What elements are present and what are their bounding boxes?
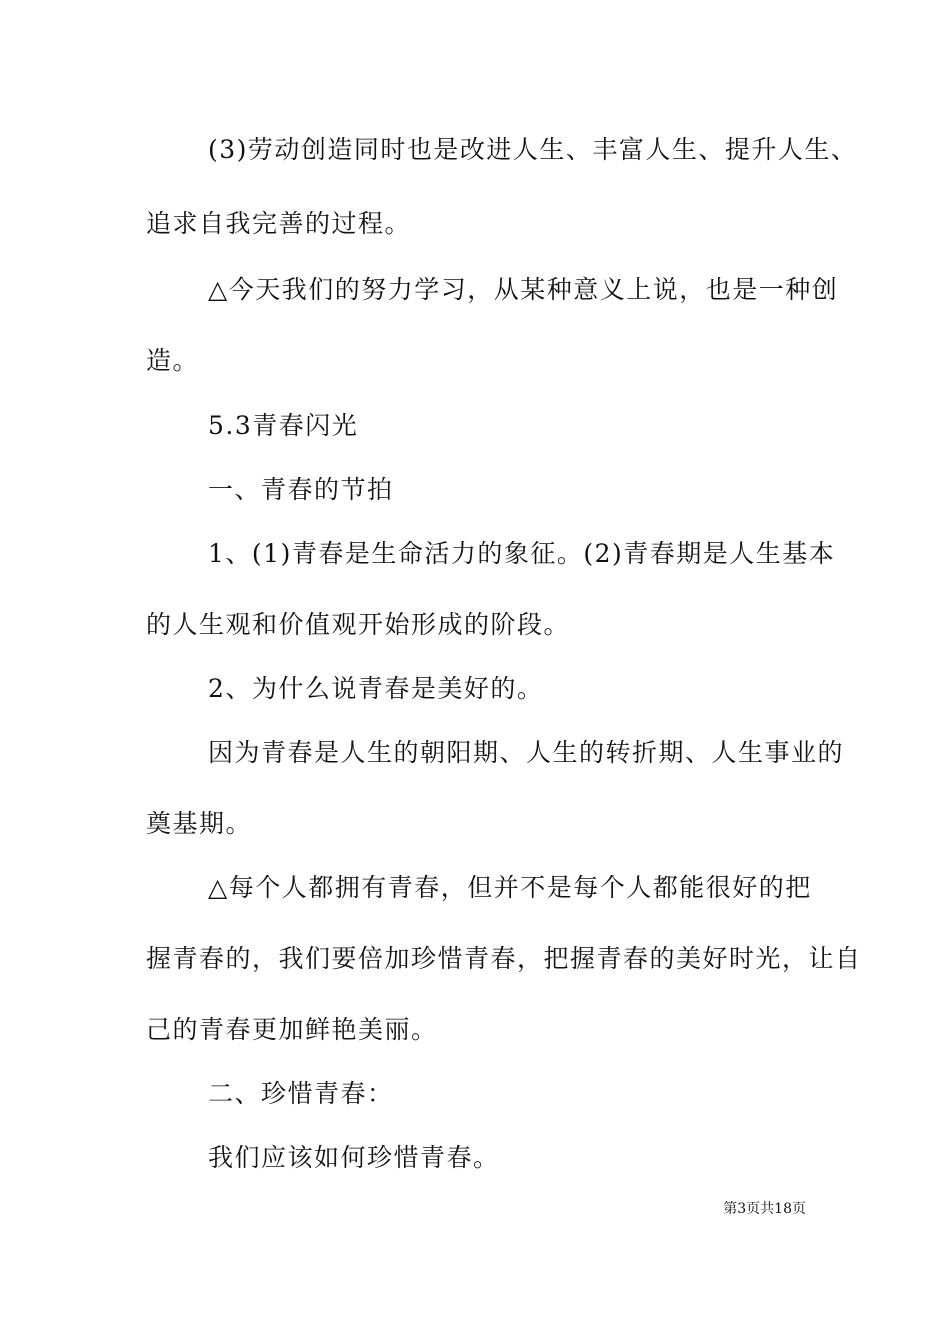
- paragraph-line-8: 的人生观和价值观开始形成的阶段。: [146, 610, 571, 639]
- paragraph-line-3: △今天我们的努力学习，从某种意义上说，也是一种创: [208, 275, 839, 304]
- paragraph-line-9: 2、为什么说青春是美好的。: [208, 674, 544, 703]
- paragraph-line-12: △每个人都拥有青春，但并不是每个人都能很好的把: [208, 873, 812, 902]
- paragraph-line-2: 追求自我完善的过程。: [146, 209, 412, 238]
- section-heading: 5.3青春闪光: [208, 411, 359, 440]
- paragraph-line-10: 因为青春是人生的朝阳期、人生的转折期、人生事业的: [208, 738, 845, 767]
- subsection-heading-1: 一、青春的节拍: [208, 475, 394, 504]
- paragraph-line-4: 造。: [146, 346, 200, 375]
- page-number-footer: 第3页共18页: [723, 1201, 806, 1217]
- subsection-heading-2: 二、珍惜青春：: [208, 1079, 394, 1108]
- paragraph-line-11: 奠基期。: [146, 809, 253, 838]
- paragraph-line-1: (3)劳动创造同时也是改进人生、丰富人生、提升人生、: [208, 135, 858, 164]
- paragraph-line-7: 1、(1)青春是生命活力的象征。(2)青春期是人生基本: [208, 539, 836, 568]
- paragraph-line-13: 握青春的，我们要倍加珍惜青春，把握青春的美好时光，让自: [146, 944, 862, 973]
- paragraph-line-14: 己的青春更加鲜艳美丽。: [146, 1015, 438, 1044]
- paragraph-line-16: 我们应该如何珍惜青春。: [208, 1143, 500, 1172]
